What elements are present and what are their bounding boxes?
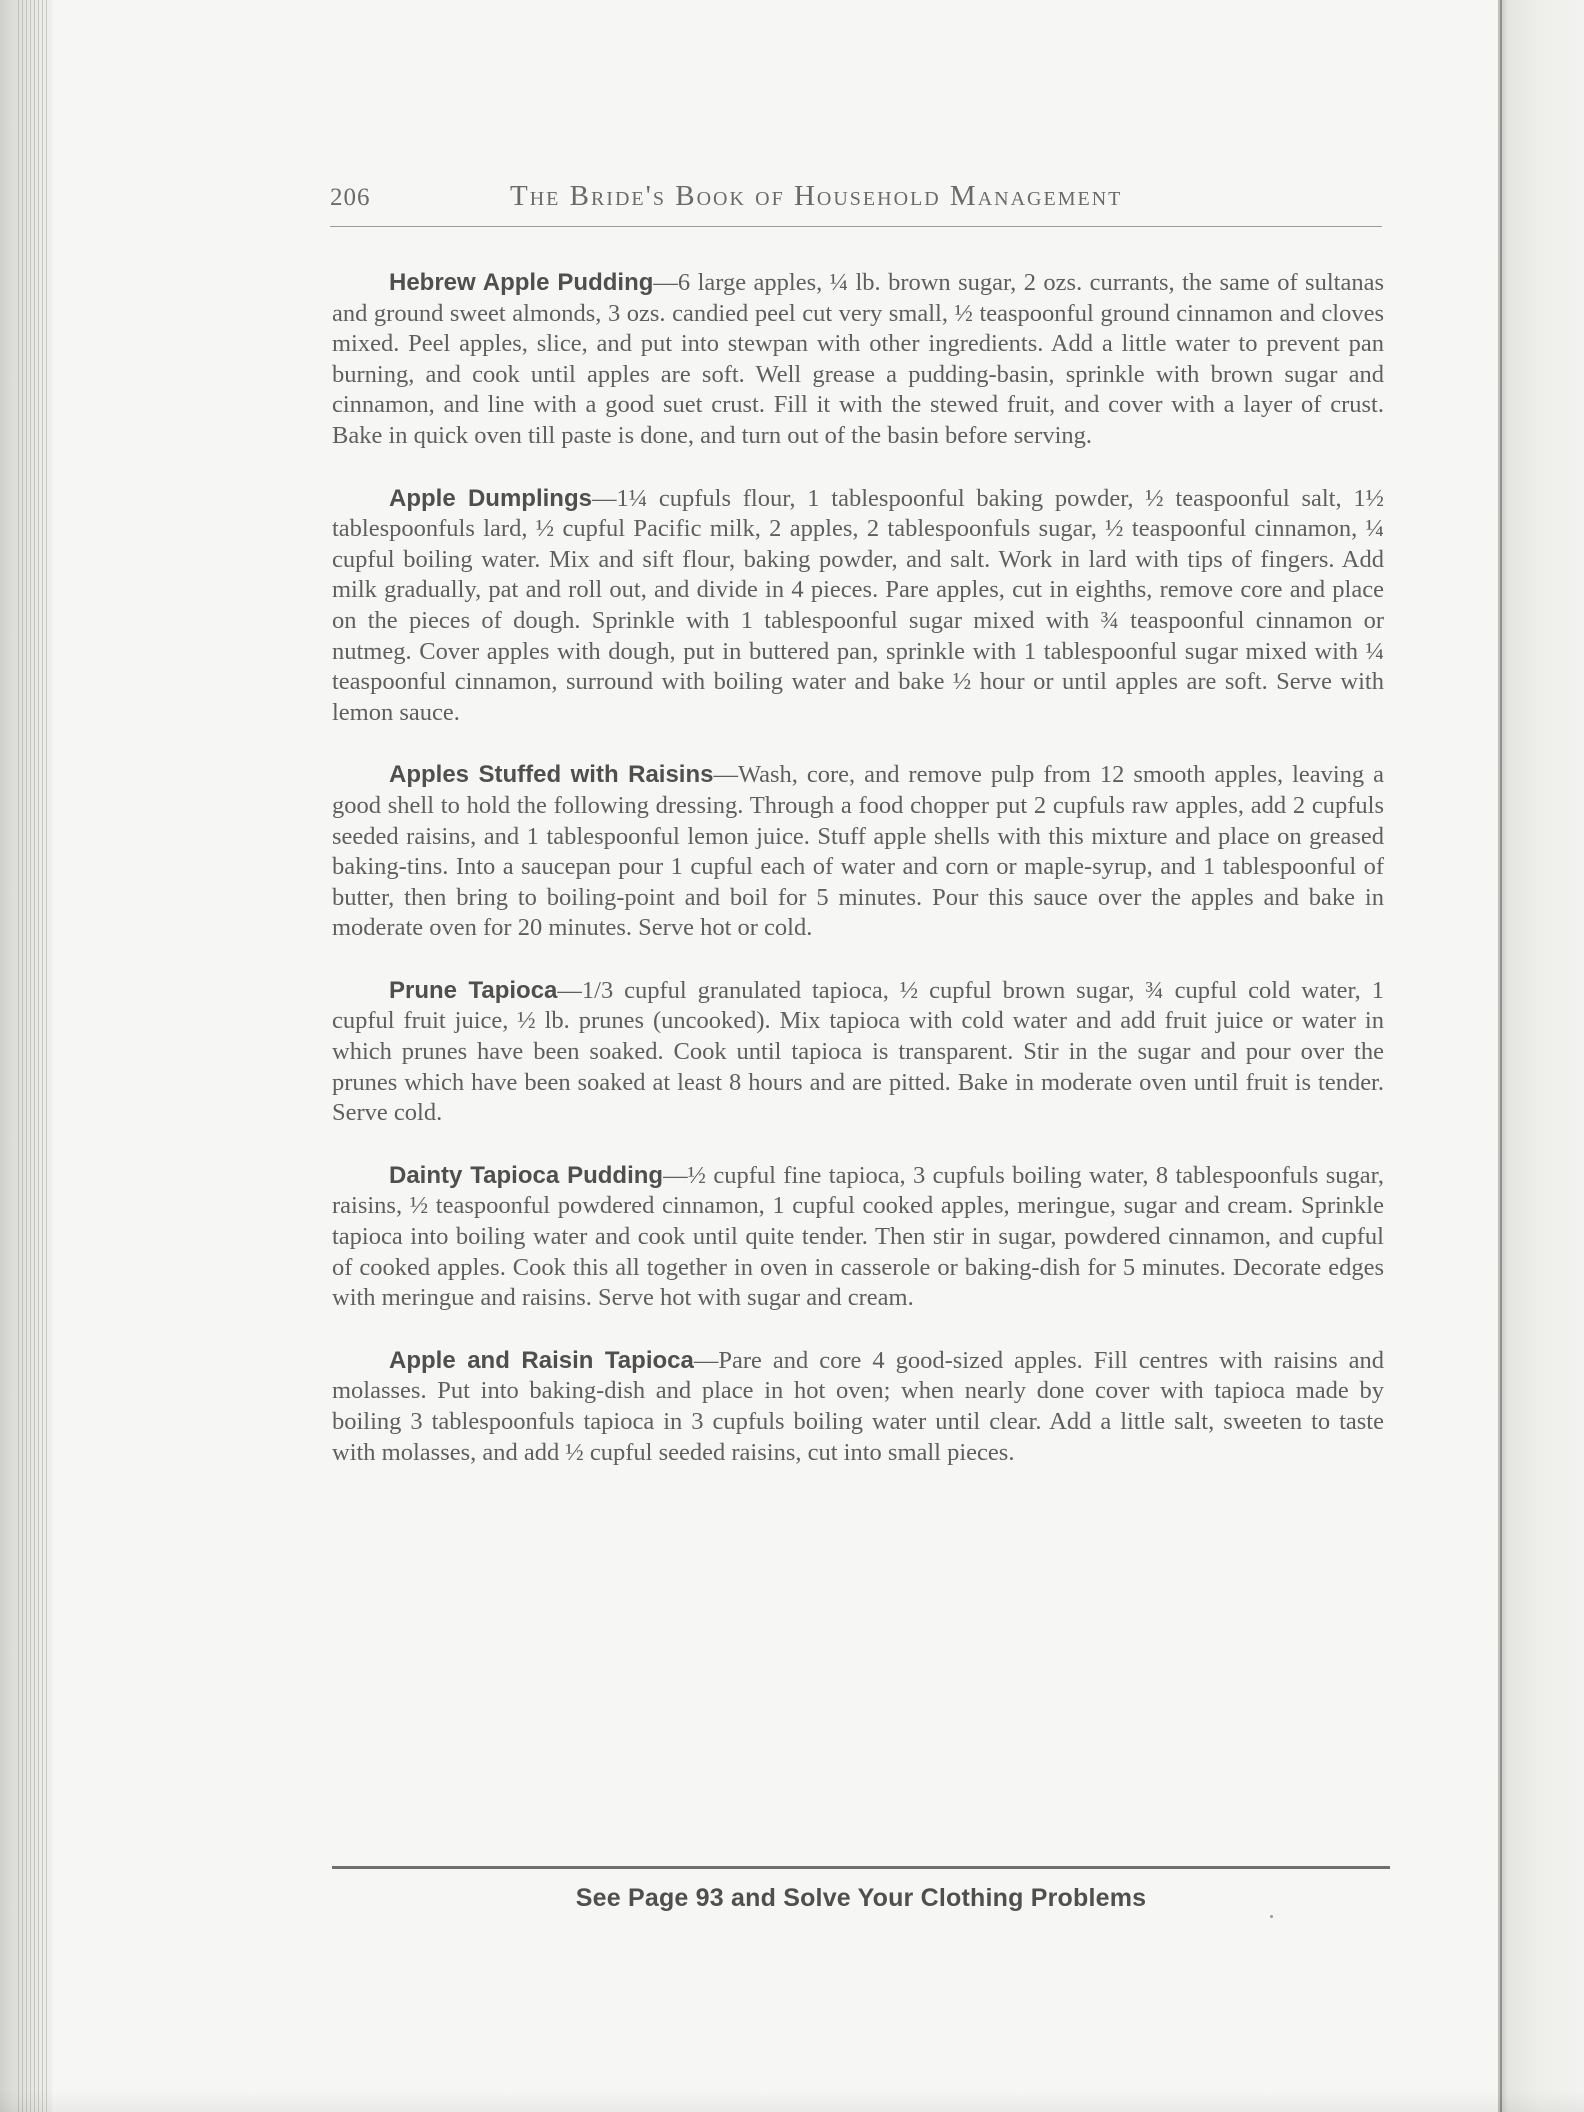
recipe-prune-tapioca xyxy=(332,976,1384,1129)
recipe-apple-dumplings xyxy=(332,484,1384,729)
recipe-text: —1¼ cupfuls flour, 1 tablespoonful baking powder, ½ teaspoonful salt, 1½ tablespoonfuls lard, ½ cupful Pacific milk, 2 apples, 2 tablespoonfuls sugar, ½ teaspoonful cinnamon, ¼ cupful boiling water. Mix and sift flour, baking powder, and salt. Work in lard with tips of fingers. Add milk gradually, pat and roll out, and divide in 4 pieces. Pare apples, cut in eighths, remove core and place on the pieces of dough. Sprinkle with 1 tablespoonful sugar mixed with ¾ teaspoonful cinnamon or nutmeg. Cover apples with dough, put in buttered pan, sprinkle with 1 tablespoonful sugar mixed with ¼ teaspoonful cinnamon, surround with boiling water and bake ½ hour or until apples are soft. Serve with lemon sauce. xyxy=(332,484,1384,726)
book-edge-right xyxy=(1498,0,1584,2112)
recipe-list xyxy=(332,268,1384,1500)
recipe-title: Apple and Raisin Tapioca xyxy=(389,1346,694,1374)
recipe-apple-and-raisin-tapioca xyxy=(332,1346,1384,1468)
footer-rule xyxy=(332,1866,1390,1869)
recipe-title: Apple Dumplings xyxy=(389,484,592,512)
recipe-text: —6 large apples, ¼ lb. brown sugar, 2 ozs. currants, the same of sultanas and ground sweet almonds, 3 ozs. candied peel cut very small, ½ teaspoonful ground cinnamon and cloves mixed. Peel apples, slice, and put into stewpan with other ingredients. Add a little water to prevent pan burning, and cook until apples are soft. Well grease a pudding-basin, sprinkle with brown sugar and cinnamon, and line with a good suet crust. Fill it with the stewed fruit, and cover with a layer of crust. Bake in quick oven till paste is done, and turn out of the basin before serving. xyxy=(332,269,1384,449)
recipe-dainty-tapioca-pudding xyxy=(332,1161,1384,1314)
running-head: The Bride's Book of Household Management xyxy=(510,180,1123,212)
recipe-text: —Pare and core 4 good-sized apples. Fill centres with raisins and molasses. Put into baking-dish and place in hot oven; when nearly done cover with tapioca made by boiling 3 tablespoonfuls tapioca in 3 cupfuls boiling water until clear. Add a little salt, sweeten to taste with molasses, and add ½ cupful seeded raisins, cut into small pieces. xyxy=(332,1346,1384,1466)
book-binding-left xyxy=(0,0,52,2112)
page-edges-left xyxy=(18,0,48,2112)
recipe-apples-stuffed-with-raisins xyxy=(332,760,1384,944)
header-rule xyxy=(330,226,1382,227)
recipe-hebrew-apple-pudding xyxy=(332,268,1384,452)
recipe-title: Dainty Tapioca Pudding xyxy=(389,1161,664,1189)
recipe-title: Hebrew Apple Pudding xyxy=(389,269,654,296)
recipe-title: Apples Stuffed with Raisins xyxy=(389,761,714,789)
recipe-text: —Wash, core, and remove pulp from 12 smooth apples, leaving a good shell to hold the following dressing. Through a food chopper put 2 cupfuls raw apples, add 2 cupfuls seeded raisins, and 1 tablespoonful lemon juice. Stuff apple shells with this mixture and place on greased baking-tins. Into a saucepan pour 1 cupful each of water and corn or maple-syrup, and 1 tablespoonful of butter, then bring to boiling-point and boil for 5 minutes. Pour this sauce over the apples and bake in moderate oven for 20 minutes. Serve hot or cold. xyxy=(332,761,1384,942)
recipe-title: Prune Tapioca xyxy=(389,976,558,1004)
scan-shadow xyxy=(0,2090,1584,2112)
footer-advert: See Page 93 and Solve Your Clothing Problems xyxy=(575,1884,1147,1912)
page-edge-line xyxy=(1500,0,1502,2112)
page-header xyxy=(330,180,1382,224)
page-number: 206 xyxy=(330,184,371,211)
recipe-text: —1/3 cupful granulated tapioca, ½ cupful brown sugar, ¾ cupful cold water, 1 cupful fruit juice, ½ lb. prunes (uncooked). Mix tapioca with cold water and add fruit juice or water in which prunes have been soaked. Cook until tapioca is transparent. Stir in the sugar and pour over the prunes which have been soaked at least 8 hours and are pitted. Bake in moderate oven until fruit is tender. Serve cold. xyxy=(332,976,1384,1127)
print-speck xyxy=(1270,1915,1273,1918)
recipe-text: —½ cupful fine tapioca, 3 cupfuls boiling water, 8 tablespoonfuls sugar, raisins, ½ teaspoonful powdered cinnamon, 1 cupful cooked apples, meringue, sugar and cream. Sprinkle tapioca into boiling water and cook until quite tender. Then stir in sugar, powdered cinnamon, and cupful of cooked apples. Cook this all together in oven in casserole or baking-dish for 5 minutes. Decorate edges with meringue and raisins. Serve hot with sugar and cream. xyxy=(332,1161,1384,1312)
